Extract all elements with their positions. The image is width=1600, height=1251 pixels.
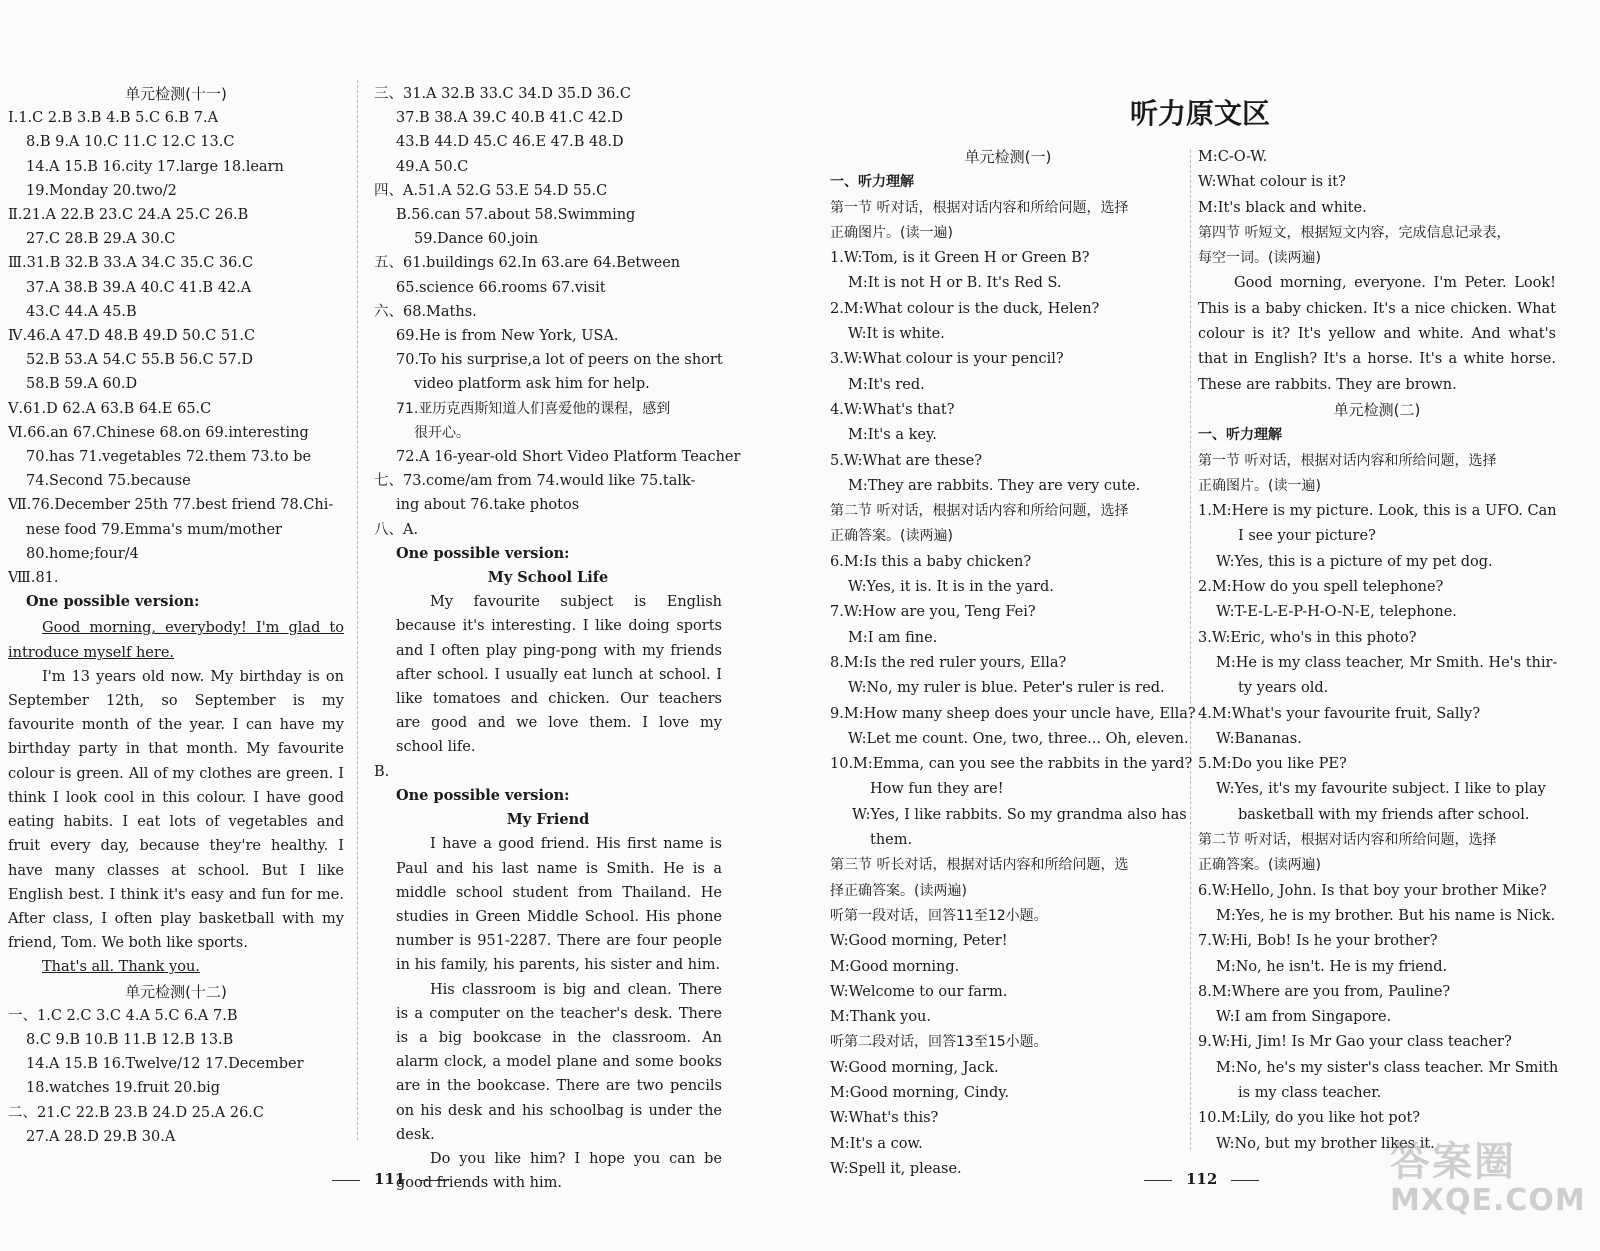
script-line: W:It is white. — [848, 326, 945, 343]
section-b-heading — [374, 760, 722, 833]
script-line: 6.W:Hello, John. Is that boy your brother Mike? — [1198, 882, 1547, 899]
script-line: is my class teacher. — [1238, 1084, 1382, 1101]
script-line: 7.W:How are you, Teng Fei? — [830, 604, 1036, 621]
script-line: 2.M:What colour is the duck, Helen? — [830, 300, 1100, 317]
script-line: W:Let me count. One, two, three... Oh, eleven. — [848, 730, 1189, 747]
text-line: 70.has 71.vegetables 72.them 73.to be — [26, 449, 312, 466]
text-line: One possible version: — [396, 786, 570, 804]
essay-1-opening: Good morning, everybody! I'm glad to introduce myself here. — [8, 620, 344, 661]
script-line: W:What's this? — [830, 1110, 939, 1127]
text-line: 二、21.C 22.B 23.B 24.D 25.A 26.C — [8, 1104, 265, 1121]
answer-key-11 — [8, 82, 344, 614]
script-line: 第一节 听对话，根据对话内容和所给问题，选择 — [1198, 452, 1497, 469]
text-line: B. — [374, 763, 390, 780]
essay-paragraph: I have a good friend. His first name is Paul and his last name is Smith. He is a middle school student from Thailand. He studies in Green Middle School. His phone number is 951-2287. There are four people in his family, his parents, his sister and him. — [396, 836, 722, 974]
watermark-line-2: MXQE.COM — [1390, 1183, 1586, 1218]
script-line: 9.W:Hi, Jim! Is Mr Gao your class teacher? — [1198, 1034, 1512, 1051]
text-line: Ⅷ.81. — [8, 570, 59, 587]
script-line: 8.M:Where are you from, Pauline? — [1198, 983, 1451, 1000]
script-line: 第三节 听长对话，根据对话内容和所给问题，选 — [830, 857, 1129, 874]
script-line: 正确图片。(读一遍) — [830, 224, 953, 241]
script-line: basketball with my friends after school. — [1238, 806, 1530, 823]
left-page — [0, 0, 790, 1251]
text-line: 43.B 44.D 45.C 46.E 47.B 48.D — [396, 134, 624, 151]
script-line: 第二节 听对话，根据对话内容和所给问题，选择 — [830, 503, 1129, 520]
essay-paragraph: His classroom is big and clean. There is a computer on the teacher's desk. There is a big bookcase in the classroom. An alarm clock, a model plane and some books are in the bookcase. There are two pencils on his desk and his schoolbag is under the desk. — [396, 981, 722, 1143]
page-number-right: 112 — [1130, 1170, 1273, 1188]
script-line: 每空一词。(读两遍) — [1198, 250, 1321, 267]
script-line: M:It's a cow. — [830, 1135, 923, 1152]
script-line: 正确图片。(读一遍) — [1198, 477, 1321, 494]
text-line: 27.A 28.D 29.B 30.A — [26, 1128, 176, 1145]
text-line: 52.B 53.A 54.C 55.B 56.C 57.D — [26, 352, 254, 369]
script-line: M:Thank you. — [830, 1009, 931, 1026]
script-line: 10.M:Emma, can you see the rabbits in the yard? — [830, 756, 1193, 773]
text-line: 四、A.51.A 52.G 53.E 54.D 55.C — [374, 182, 608, 199]
script-line: 单元检测(一) — [964, 148, 1052, 166]
text-line: 一、1.C 2.C 3.C 4.A 5.C 6.A 7.B — [8, 1007, 238, 1024]
script-line: 1.M:Here is my picture. Look, this is a UFO. Can — [1198, 503, 1557, 520]
script-column-2 — [1198, 145, 1559, 1157]
text-line: Ⅴ.61.D 62.A 63.B 64.E 65.C — [8, 400, 212, 417]
script-line: 9.M:How many sheep does your uncle have, Ella? — [830, 705, 1196, 722]
script-line: M:No, he isn't. He is my friend. — [1216, 958, 1448, 975]
script-line: W:Yes, I like rabbits. So my grandma also has — [852, 806, 1187, 823]
text-line: 69.He is from New York, USA. — [396, 328, 619, 345]
text-line: 49.A 50.C — [396, 158, 469, 175]
script-line: 10.M:Lily, do you like hot pot? — [1198, 1110, 1421, 1127]
text-line: 74.Second 75.because — [26, 473, 191, 490]
text-line: video platform ask him for help. — [414, 376, 650, 393]
text-line: My Friend — [506, 811, 590, 829]
text-line: One possible version: — [26, 593, 200, 611]
right-page — [810, 0, 1600, 1251]
script-line: M:I am fine. — [848, 629, 938, 646]
text-line: 8.C 9.B 10.B 11.B 12.B 13.B — [26, 1031, 234, 1048]
listening-script-title: 听力原文区 — [1129, 97, 1270, 130]
text-line: 单元检测(十二) — [125, 982, 227, 1001]
text-line: 71.亚历克西斯知道人们喜爱他的课程，感到 — [396, 400, 671, 417]
text-line: 80.home;four/4 — [26, 545, 139, 562]
text-line: 59.Dance 60.join — [414, 231, 539, 248]
text-line: 14.A 15.B 16.city 17.large 18.learn — [26, 158, 284, 175]
column-divider — [1190, 150, 1191, 1150]
script-line: 2.M:How do you spell telephone? — [1198, 579, 1444, 596]
script-line: 第一节 听对话，根据对话内容和所给问题，选择 — [830, 199, 1129, 216]
script-line: ty years old. — [1238, 680, 1329, 697]
text-line: 七、73.come/am from 74.would like 75.talk- — [374, 473, 696, 490]
script-line: W:Yes, it is. It is in the yard. — [848, 579, 1054, 596]
essay-my-friend — [374, 832, 722, 1195]
script-line: them. — [870, 832, 913, 849]
section-4-passage: Good morning, everyone. I'm Peter. Look! This is a baby chicken. It's a nice chicken. What colour is it? It's yellow and white. And what's that in English? It's a horse. It's a white horse. These are rabbits. They are brown. — [1198, 275, 1556, 393]
text-line: 八、A. — [374, 521, 419, 538]
script-line: 4.W:What's that? — [830, 401, 955, 418]
essay-my-school-life: My favourite subject is English because it's interesting. I like doing sports and I often play ping-pong with my friends after school. I usually eat lunch at school. I like tomatoes and chicken. Our teachers are good and we love them. I love my school life. — [396, 594, 722, 756]
script-line: W:T-E-L-E-P-H-O-N-E, telephone. — [1216, 604, 1457, 621]
script-line: W:Yes, it's my favourite subject. I like to play — [1216, 781, 1546, 798]
text-line: ing about 76.take photos — [396, 497, 580, 514]
script-line: 单元检测(二) — [1333, 400, 1421, 419]
script-line: 3.W:Eric, who's in this photo? — [1198, 629, 1417, 646]
script-line: M:It is not H or B. It's Red S. — [848, 275, 1062, 292]
script-line: M:He is my class teacher, Mr Smith. He's thir- — [1216, 654, 1558, 671]
watermark-line-1: 答案圈 — [1390, 1139, 1516, 1185]
script-line: W:What colour is it? — [1198, 174, 1346, 191]
text-line: nese food 79.Emma's mum/mother — [26, 521, 282, 538]
script-line: W:I am from Singapore. — [1216, 1009, 1392, 1026]
answer-column-2 — [374, 82, 741, 1195]
text-line: 37.B 38.A 39.C 40.B 41.C 42.D — [396, 110, 624, 127]
script-line: W:No, but my brother likes it. — [1216, 1135, 1435, 1152]
text-line: 18.watches 19.fruit 20.big — [26, 1080, 221, 1097]
text-line: Ⅱ.21.A 22.B 23.C 24.A 25.C 26.B — [8, 207, 249, 224]
script-line: W:Bananas. — [1216, 730, 1302, 747]
script-line: 择正确答案。(读两遍) — [830, 882, 967, 899]
answer-key-12-cont — [374, 82, 741, 590]
script-line: 8.M:Is the red ruler yours, Ella? — [830, 654, 1067, 671]
text-line: 72.A 16-year-old Short Video Platform Teacher — [396, 449, 741, 466]
text-line: 单元检测(十一) — [125, 85, 227, 103]
essay-paragraph: Do you like him? I hope you can be good friends with him. — [396, 1150, 722, 1192]
script-line: W:Welcome to our farm. — [830, 983, 1008, 1000]
script-line: 5.M:Do you like PE? — [1198, 756, 1347, 773]
text-line: Ⅶ.76.December 25th 77.best friend 78.Chi- — [8, 497, 334, 514]
script-line: 正确答案。(读两遍) — [1198, 857, 1321, 874]
script-unit-2 — [1198, 398, 1559, 1157]
text-line: 58.B 59.A 60.D — [26, 376, 138, 393]
script-line: 7.W:Hi, Bob! Is he your brother? — [1198, 933, 1438, 950]
script-line: W:Good morning, Jack. — [830, 1059, 999, 1076]
script-line: M:It's red. — [848, 376, 925, 393]
text-line: My School Life — [487, 569, 609, 587]
text-line: 43.C 44.A 45.B — [26, 303, 137, 320]
script-line: 5.W:What are these? — [830, 452, 982, 469]
script-line: M:No, he's my sister's class teacher. Mr Smith — [1216, 1059, 1559, 1076]
script-line: 3.W:What colour is your pencil? — [830, 351, 1064, 368]
script-line: M:Good morning. — [830, 958, 960, 975]
text-line: 65.science 66.rooms 67.visit — [396, 279, 606, 296]
answer-key-12 — [8, 980, 344, 1149]
script-line: M:Good morning, Cindy. — [830, 1084, 1010, 1101]
script-line: How fun they are! — [870, 781, 1004, 798]
page-number-left: 111 — [318, 1170, 461, 1188]
script-line: M:C-O-W. — [1198, 149, 1268, 165]
text-line: Ⅲ.31.B 32.B 33.A 34.C 35.C 36.C — [8, 255, 254, 272]
text-line: Ⅰ.1.C 2.B 3.B 4.B 5.C 6.B 7.A — [8, 110, 219, 127]
script-line: W:Yes, this is a picture of my pet dog. — [1216, 553, 1493, 570]
script-unit-1-tail — [1198, 145, 1556, 271]
essay-1 — [8, 616, 344, 979]
script-line: 1.W:Tom, is it Green H or Green B? — [830, 250, 1090, 267]
text-line: 8.B 9.A 10.C 11.C 12.C 13.C — [26, 134, 235, 151]
script-line: M:It's a key. — [848, 427, 937, 444]
script-line: 第四节 听短文，根据短文内容，完成信息记录表， — [1198, 224, 1511, 241]
script-line: M:They are rabbits. They are very cute. — [848, 477, 1141, 494]
text-line: B.56.can 57.about 58.Swimming — [396, 207, 636, 224]
text-line: Ⅳ.46.A 47.D 48.B 49.D 50.C 51.C — [8, 328, 256, 345]
text-line: 三、31.A 32.B 33.C 34.D 35.D 36.C — [374, 86, 631, 102]
script-column-1 — [830, 145, 1196, 1182]
script-line: 一、听力理解 — [830, 174, 914, 191]
text-line: 很开心。 — [414, 424, 470, 441]
script-line: W:Spell it, please. — [830, 1160, 962, 1177]
text-line: 27.C 28.B 29.A 30.C — [26, 231, 176, 248]
essay-1-closing: That's all. Thank you. — [42, 959, 200, 976]
script-line: I see your picture? — [1238, 528, 1376, 545]
text-line: 19.Monday 20.two/2 — [26, 182, 177, 199]
script-line: 第二节 听对话，根据对话内容和所给问题，选择 — [1198, 832, 1497, 849]
text-line: 五、61.buildings 62.In 63.are 64.Between — [374, 255, 681, 272]
script-line: M:It's black and white. — [1198, 199, 1367, 216]
script-line: 一、听力理解 — [1198, 427, 1282, 444]
script-line: 听第二段对话，回答13至15小题。 — [830, 1034, 1048, 1051]
script-line: W:Good morning, Peter! — [830, 933, 1008, 950]
script-line: W:No, my ruler is blue. Peter's ruler is red. — [848, 680, 1165, 697]
column-divider — [357, 80, 358, 1140]
answer-column-1 — [8, 82, 344, 1149]
text-line: 70.To his surprise,a lot of peers on the short — [396, 352, 723, 369]
watermark-logo — [1390, 1130, 1590, 1240]
text-line: Ⅵ.66.an 67.Chinese 68.on 69.interesting — [8, 424, 309, 441]
script-line: 正确答案。(读两遍) — [830, 528, 953, 545]
essay-1-body: I'm 13 years old now. My birthday is on September 12th, so September is my favourite month of the year. I can have my birthday party in that month. My favourite colour is green. All of my clothes are green. I think I look cool in this colour. I have good eating habits. I eat lots of vegetables and fruit every day, because they're healthy. I have many classes at school. But I like English best. I think it's easy and fun for me. After class, I often play basketball with my friend, Tom. We both like sports. — [8, 668, 344, 952]
text-line: 37.A 38.B 39.A 40.C 41.B 42.A — [26, 279, 252, 296]
script-line: 4.M:What's your favourite fruit, Sally? — [1198, 705, 1481, 722]
script-line: 6.M:Is this a baby chicken? — [830, 553, 1032, 570]
text-line: One possible version: — [396, 544, 570, 562]
script-line: 听第一段对话，回答11至12小题。 — [830, 907, 1048, 924]
text-line: 六、68.Maths. — [374, 303, 477, 320]
text-line: 14.A 15.B 16.Twelve/12 17.December — [26, 1056, 304, 1073]
script-line: M:Yes, he is my brother. But his name is Nick. — [1216, 907, 1556, 924]
